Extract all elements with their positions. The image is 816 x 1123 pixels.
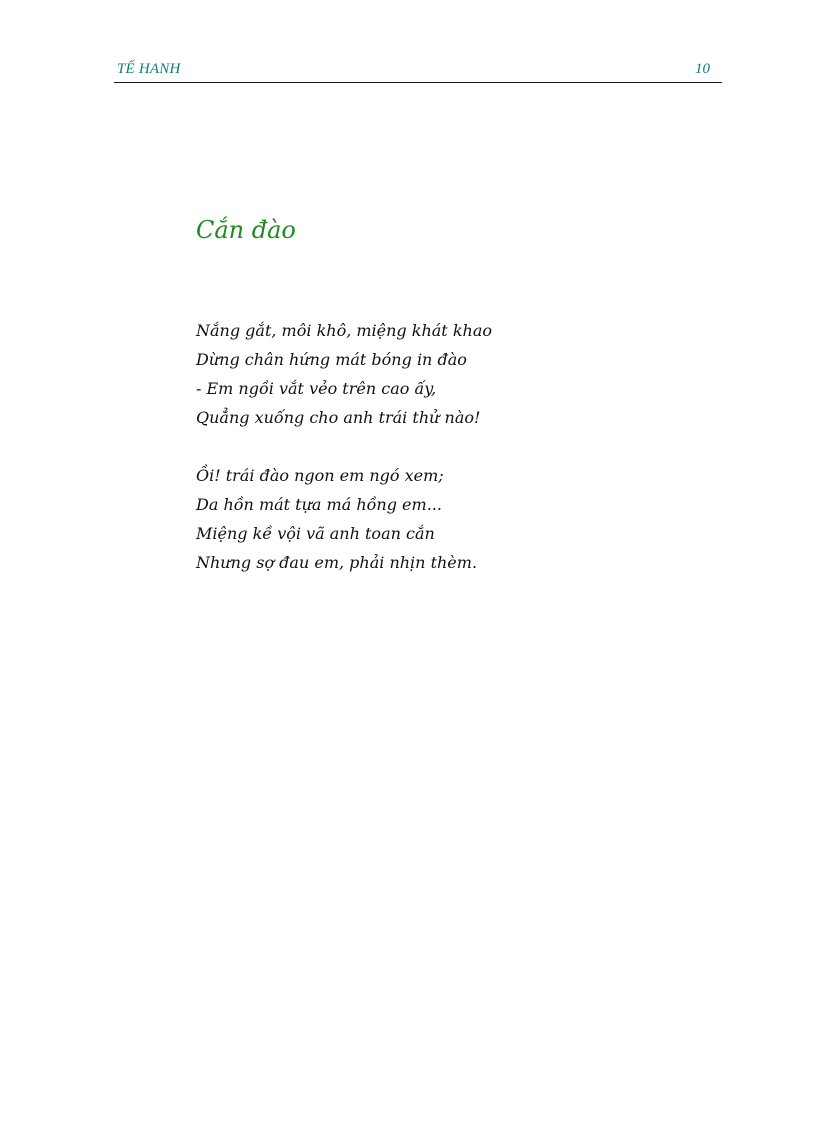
verse-line: Miệng kề vội vã anh toan cắn	[196, 524, 435, 543]
poem-title: Cắn đào	[196, 216, 296, 244]
verse-line: Nắng gắt, môi khô, miệng khát khao	[196, 321, 492, 340]
header-author: TẾ HANH	[117, 61, 181, 77]
poem-body	[196, 316, 492, 606]
verse-line: Quẳng xuống cho anh trái thử nào!	[196, 408, 481, 427]
stanza-1	[196, 316, 492, 432]
running-header	[114, 60, 722, 83]
verse-line: Nhưng sợ đau em, phải nhịn thèm.	[196, 553, 478, 572]
verse-line: Da hồn mát tựa má hồng em...	[196, 495, 442, 514]
verse-line: Dừng chân hứng mát bóng in đào	[196, 350, 467, 369]
page-number: 10	[695, 61, 710, 77]
verse-line: - Em ngồi vắt vẻo trên cao ấy,	[196, 379, 437, 398]
stanza-2	[196, 461, 492, 577]
verse-line: Ồi! trái đào ngon em ngó xem;	[196, 466, 444, 485]
